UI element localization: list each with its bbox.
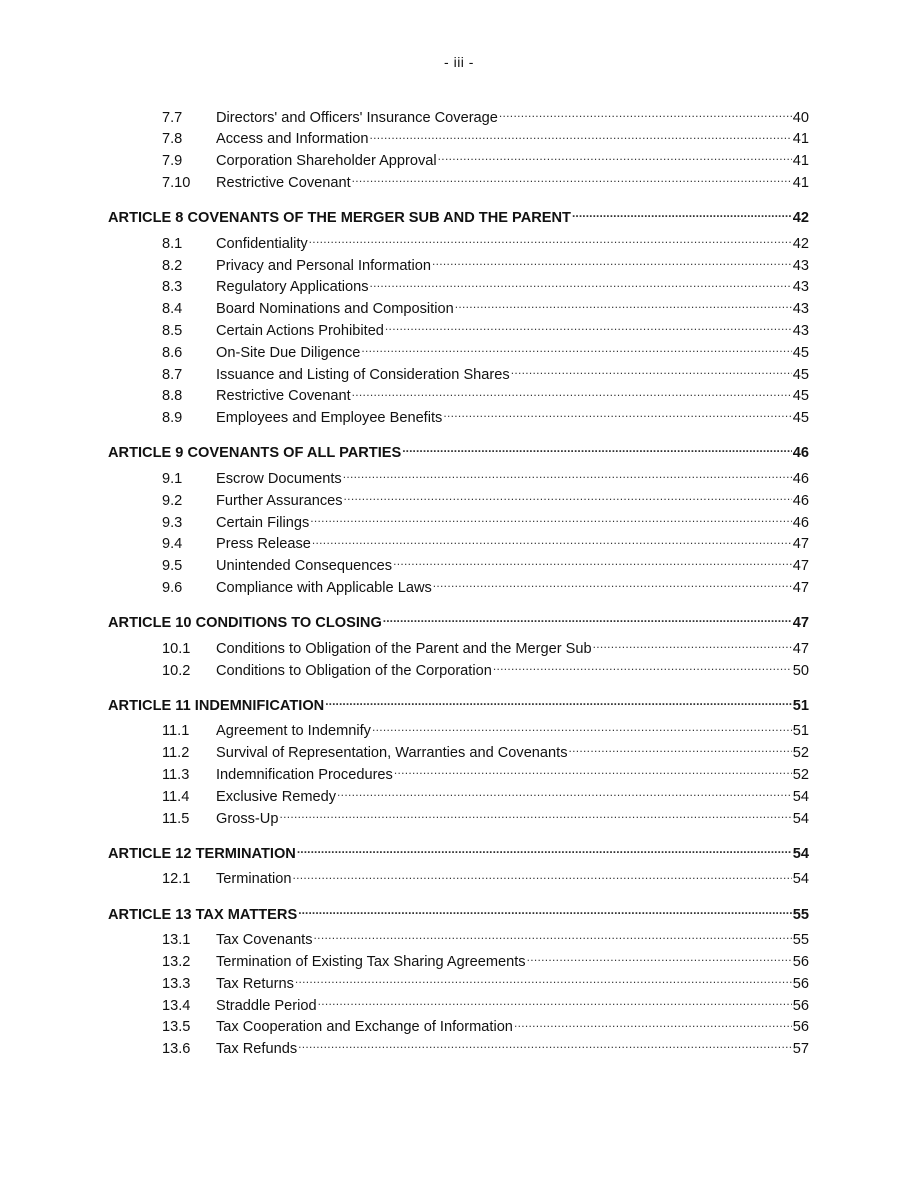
section-title: Regulatory Applications <box>216 279 369 296</box>
toc-entry[interactable] <box>108 577 809 599</box>
page-reference: 45 <box>792 344 809 361</box>
page-reference: 41 <box>792 131 809 148</box>
toc-entry[interactable] <box>108 512 809 534</box>
section-number: 8.6 <box>162 344 183 361</box>
toc-entry[interactable] <box>108 660 809 682</box>
page-reference: 56 <box>792 953 809 970</box>
page-reference: 51 <box>792 723 809 740</box>
section-title: Issuance and Listing of Consideration Shares <box>216 366 510 383</box>
section-title: Certain Filings <box>216 514 310 531</box>
table-of-contents <box>108 107 809 1060</box>
dot-leader <box>385 320 792 335</box>
section-number: 8.4 <box>162 301 183 318</box>
page-reference: 50 <box>792 662 809 679</box>
page-reference: 43 <box>792 301 809 318</box>
toc-article-heading[interactable] <box>108 442 809 465</box>
dot-leader <box>309 233 792 248</box>
toc-entry[interactable] <box>108 255 809 277</box>
section-number: 13.1 <box>162 932 191 949</box>
section-title: Employees and Employee Benefits <box>216 410 443 427</box>
section-number: 8.7 <box>162 366 183 383</box>
section-title: Indemnification Procedures <box>216 766 393 783</box>
toc-entry[interactable] <box>108 364 809 386</box>
section-title: Access and Information <box>216 131 369 148</box>
toc-entry[interactable] <box>108 951 809 973</box>
section-number: 11.5 <box>162 810 190 827</box>
page-reference: 43 <box>792 279 809 296</box>
toc-entry[interactable] <box>108 930 809 952</box>
toc-entry[interactable] <box>108 299 809 321</box>
section-number: 9.4 <box>162 536 183 553</box>
section-number: 11.3 <box>162 766 190 783</box>
page-reference: 47 <box>792 579 809 596</box>
toc-entry[interactable] <box>108 107 809 129</box>
section-title: Confidentiality <box>216 235 308 252</box>
section-title: Restrictive Covenant <box>216 388 351 405</box>
section-number: 9.1 <box>162 470 183 487</box>
section-title: Conditions to Obligation of the Corporation <box>216 662 492 679</box>
section-number: 7.7 <box>162 109 183 126</box>
page-number: - iii - <box>444 54 474 70</box>
page-reference: 56 <box>792 975 809 992</box>
toc-entry[interactable] <box>108 995 809 1017</box>
section-title: Board Nominations and Composition <box>216 301 454 318</box>
toc-entry[interactable] <box>108 1017 809 1039</box>
page-reference: 54 <box>792 788 809 805</box>
page-reference: 47 <box>792 615 809 632</box>
section-number: 9.5 <box>162 558 183 575</box>
section-number: 9.6 <box>162 579 183 596</box>
dot-leader <box>314 930 792 945</box>
toc-article-heading[interactable] <box>108 695 809 718</box>
toc-entry[interactable] <box>108 172 809 194</box>
dot-leader <box>572 208 792 223</box>
page-reference: 42 <box>792 235 809 252</box>
toc-entry[interactable] <box>108 808 809 830</box>
dot-leader <box>493 660 792 675</box>
toc-entry[interactable] <box>108 490 809 512</box>
dot-leader <box>527 951 792 966</box>
dot-leader <box>438 151 792 166</box>
page-reference: 40 <box>792 109 809 126</box>
page-reference: 55 <box>792 906 809 923</box>
section-title: Corporation Shareholder Approval <box>216 153 437 170</box>
section-title: Exclusive Remedy <box>216 788 337 805</box>
section-number: 11.2 <box>162 745 190 762</box>
page-reference: 45 <box>792 410 809 427</box>
section-number: 10.1 <box>162 640 191 657</box>
page-reference: 45 <box>792 366 809 383</box>
section-number: 7.10 <box>162 174 191 191</box>
dot-leader <box>361 342 791 357</box>
toc-entry[interactable] <box>108 786 809 808</box>
page-reference: 54 <box>792 845 809 862</box>
toc-article-heading[interactable] <box>108 843 809 866</box>
dot-leader <box>298 1039 792 1054</box>
dot-leader <box>352 386 792 401</box>
page-reference: 46 <box>792 445 809 462</box>
dot-leader <box>455 299 792 314</box>
page-reference: 51 <box>792 697 809 714</box>
page-reference: 41 <box>792 153 809 170</box>
page-reference: 57 <box>792 1041 809 1058</box>
section-number: 12.1 <box>162 871 191 888</box>
page-reference: 54 <box>792 871 809 888</box>
article-title: ARTICLE 12 TERMINATION <box>108 845 296 862</box>
toc-entry[interactable] <box>108 468 809 490</box>
section-title: Termination <box>216 871 292 888</box>
section-title: Conditions to Obligation of the Parent and the Merger Sub <box>216 640 592 657</box>
section-title: Certain Actions Prohibited <box>216 322 384 339</box>
dot-leader <box>292 869 791 884</box>
section-title: Escrow Documents <box>216 470 342 487</box>
dot-leader <box>499 107 792 122</box>
toc-entry[interactable] <box>108 129 809 151</box>
page-reference: 42 <box>792 210 809 227</box>
dot-leader <box>325 695 792 710</box>
toc-entry[interactable] <box>108 386 809 408</box>
section-number: 13.4 <box>162 997 191 1014</box>
dot-leader <box>372 721 792 736</box>
page-reference: 52 <box>792 766 809 783</box>
page-reference: 47 <box>792 558 809 575</box>
section-title: Gross-Up <box>216 810 279 827</box>
page-reference: 56 <box>792 1019 809 1036</box>
toc-entry[interactable] <box>108 277 809 299</box>
page-reference: 46 <box>792 514 809 531</box>
dot-leader <box>569 743 792 758</box>
page-reference: 56 <box>792 997 809 1014</box>
dot-leader <box>312 534 792 549</box>
toc-entry[interactable] <box>108 342 809 364</box>
section-number: 13.3 <box>162 975 191 992</box>
section-title: Press Release <box>216 536 311 553</box>
toc-entry[interactable] <box>108 556 809 578</box>
dot-leader <box>344 490 792 505</box>
toc-entry[interactable] <box>108 534 809 556</box>
section-number: 8.1 <box>162 235 183 252</box>
section-title: Restrictive Covenant <box>216 174 351 191</box>
section-title: Tax Returns <box>216 975 294 992</box>
toc-article-heading[interactable] <box>108 612 809 635</box>
dot-leader <box>593 638 792 653</box>
dot-leader <box>310 512 791 527</box>
section-title: Unintended Consequences <box>216 558 393 575</box>
dot-leader <box>318 995 792 1010</box>
dot-leader <box>383 613 792 628</box>
section-number: 8.3 <box>162 279 183 296</box>
toc-article-heading[interactable] <box>108 207 809 230</box>
article-title: ARTICLE 9 COVENANTS OF ALL PARTIES <box>108 445 402 462</box>
dot-leader <box>394 764 792 779</box>
toc-entry[interactable] <box>108 320 809 342</box>
section-number: 13.2 <box>162 953 191 970</box>
section-number: 8.9 <box>162 410 183 427</box>
section-number: 11.1 <box>162 723 190 740</box>
article-title: ARTICLE 11 INDEMNIFICATION <box>108 697 325 714</box>
section-title: Termination of Existing Tax Sharing Agreements <box>216 953 526 970</box>
toc-entry[interactable] <box>108 721 809 743</box>
toc-entry[interactable] <box>108 233 809 255</box>
section-title: On-Site Due Diligence <box>216 344 361 361</box>
page-reference: 41 <box>792 174 809 191</box>
section-number: 7.8 <box>162 131 183 148</box>
toc-entry[interactable] <box>108 869 809 891</box>
section-title: Further Assurances <box>216 492 343 509</box>
section-title: Survival of Representation, Warranties and Covenants <box>216 745 568 762</box>
page-reference: 45 <box>792 388 809 405</box>
section-number: 9.2 <box>162 492 183 509</box>
dot-leader <box>337 786 792 801</box>
page-reference: 43 <box>792 257 809 274</box>
toc-entry[interactable] <box>108 973 809 995</box>
toc-entry[interactable] <box>108 408 809 430</box>
section-title: Privacy and Personal Information <box>216 257 431 274</box>
dot-leader <box>393 556 792 571</box>
section-title: Tax Cooperation and Exchange of Information <box>216 1019 513 1036</box>
dot-leader <box>295 973 792 988</box>
dot-leader <box>343 468 792 483</box>
section-number: 8.2 <box>162 257 183 274</box>
article-title: ARTICLE 8 COVENANTS OF THE MERGER SUB AND THE PARENT <box>108 210 571 227</box>
dot-leader <box>370 129 792 144</box>
dot-leader <box>279 808 791 823</box>
article-title: ARTICLE 13 TAX MATTERS <box>108 906 298 923</box>
section-number: 13.5 <box>162 1019 191 1036</box>
section-number: 8.5 <box>162 322 183 339</box>
page-reference: 46 <box>792 470 809 487</box>
dot-leader <box>352 172 792 187</box>
section-title: Compliance with Applicable Laws <box>216 579 432 596</box>
section-number: 7.9 <box>162 153 183 170</box>
section-title: Straddle Period <box>216 997 317 1014</box>
page-reference: 54 <box>792 810 809 827</box>
toc-entry[interactable] <box>108 764 809 786</box>
toc-entry[interactable] <box>108 743 809 765</box>
section-number: 11.4 <box>162 788 190 805</box>
page-reference: 43 <box>792 322 809 339</box>
page-reference: 52 <box>792 745 809 762</box>
page-reference: 55 <box>792 932 809 949</box>
dot-leader <box>443 408 791 423</box>
section-number: 13.6 <box>162 1041 191 1058</box>
toc-entry[interactable] <box>108 1039 809 1061</box>
dot-leader <box>432 255 792 270</box>
dot-leader <box>511 364 792 379</box>
toc-article-heading[interactable] <box>108 904 809 927</box>
section-title: Agreement to Indemnify <box>216 723 371 740</box>
page-reference: 46 <box>792 492 809 509</box>
section-number: 9.3 <box>162 514 183 531</box>
section-title: Directors' and Officers' Insurance Coverage <box>216 109 498 126</box>
section-title: Tax Refunds <box>216 1041 298 1058</box>
article-title: ARTICLE 10 CONDITIONS TO CLOSING <box>108 615 382 632</box>
dot-leader <box>370 277 792 292</box>
dot-leader <box>402 443 792 458</box>
section-number: 10.2 <box>162 662 191 679</box>
dot-leader <box>298 904 792 919</box>
section-title: Tax Covenants <box>216 932 313 949</box>
dot-leader <box>297 843 792 858</box>
toc-entry[interactable] <box>108 638 809 660</box>
page-reference: 47 <box>792 536 809 553</box>
dot-leader <box>433 577 792 592</box>
dot-leader <box>514 1017 792 1032</box>
section-number: 8.8 <box>162 388 183 405</box>
page-reference: 47 <box>792 640 809 657</box>
toc-entry[interactable] <box>108 151 809 173</box>
